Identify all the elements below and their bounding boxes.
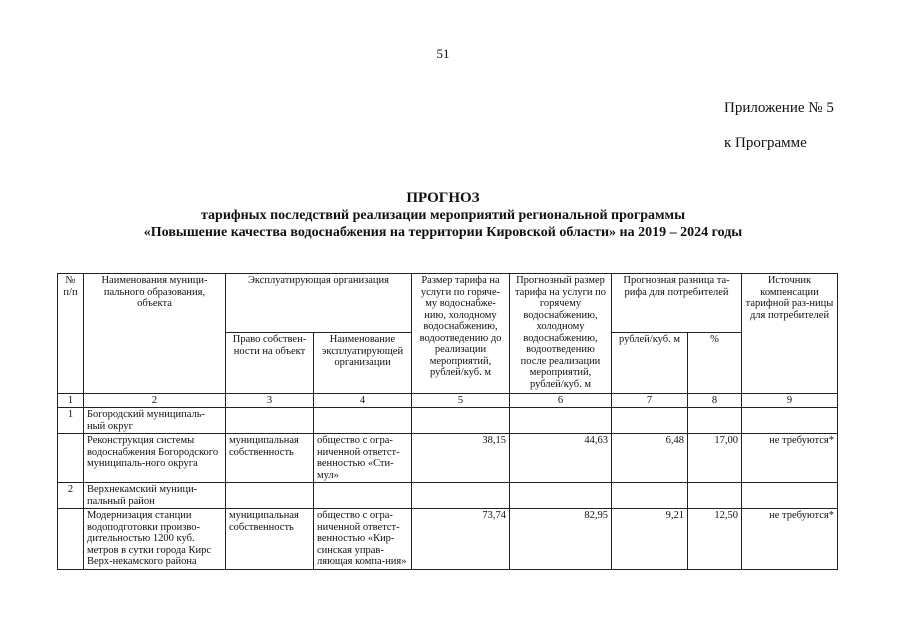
header-tariff-after: Прогнозный размер тарифа на услуги по горячему водоснабжению, холодному водоснабжению, водоотведению после реализации мероприятий, рублей/куб. м <box>510 274 612 394</box>
header-diff: Прогнозная разница та-рифа для потребителей <box>612 274 742 333</box>
row-diff-rub: 9,21 <box>612 509 688 570</box>
row-num: 2 <box>58 483 84 509</box>
appendix-sublabel: к Программе <box>724 135 807 151</box>
document-title <box>0 190 886 241</box>
row-org: общество с огра-ниченной ответст-венностью «Сти-мул» <box>314 434 412 483</box>
header-org: Эксплуатирующая организация <box>226 274 412 333</box>
header-num: № п/п <box>58 274 84 394</box>
row-source: не требуются* <box>742 434 838 483</box>
row-before: 73,74 <box>412 509 510 570</box>
table-row <box>58 509 838 570</box>
header-source: Источник компенсации тарифной раз-ницы для потребителей <box>742 274 838 394</box>
index-cell: 4 <box>314 394 412 408</box>
row-org: общество с огра-ниченной ответст-венностью «Кир-синская управ-ляющая компа-ния» <box>314 509 412 570</box>
index-cell: 3 <box>226 394 314 408</box>
row-name: Модернизация станции водоподготовки произво-дительностью 1200 куб. метров в сутки города Кирс Верх-некамского района <box>84 509 226 570</box>
row-name: Реконструкция системы водоснабжения Богородского муниципаль-ного округа <box>84 434 226 483</box>
index-cell: 7 <box>612 394 688 408</box>
header-diff-pct: % <box>688 333 742 394</box>
header-tariff-before: Размер тарифа на услуги по горяче-му водоснабже-нию, холодному водоснабжению, водоотведению до реализации мероприятий, рублей/куб. м <box>412 274 510 394</box>
row-after: 44,63 <box>510 434 612 483</box>
column-index-row <box>58 394 838 408</box>
row-right: муниципальная собственность <box>226 434 314 483</box>
header-org-right: Право собствен-ности на объект <box>226 333 314 394</box>
index-cell: 5 <box>412 394 510 408</box>
table-row <box>58 483 838 509</box>
title-heading: ПРОГНОЗ <box>406 190 480 206</box>
tariff-forecast-table <box>57 273 838 570</box>
title-line-2: «Повышение качества водоснабжения на территории Кировской области» на 2019 – 2024 годы <box>143 225 743 240</box>
row-right: муниципальная собственность <box>226 509 314 570</box>
index-cell: 2 <box>84 394 226 408</box>
row-before: 38,15 <box>412 434 510 483</box>
row-diff-rub: 6,48 <box>612 434 688 483</box>
row-diff-pct: 17,00 <box>688 434 742 483</box>
header-org-name: Наименование эксплуатирующей организации <box>314 333 412 394</box>
index-cell: 8 <box>688 394 742 408</box>
index-cell: 1 <box>58 394 84 408</box>
appendix-label: Приложение № 5 <box>724 100 834 116</box>
page-number: 51 <box>436 46 450 61</box>
row-name: Богородский муниципаль-ный округ <box>84 408 226 434</box>
header-diff-rub: рублей/куб. м <box>612 333 688 394</box>
header-name: Наименования муници-пального образования, объекта <box>84 274 226 394</box>
table-row <box>58 408 838 434</box>
header-row-1 <box>58 274 838 333</box>
index-cell: 9 <box>742 394 838 408</box>
row-diff-pct: 12,50 <box>688 509 742 570</box>
row-after: 82,95 <box>510 509 612 570</box>
row-name: Верхнекамский муници-пальный район <box>84 483 226 509</box>
table-row <box>58 434 838 483</box>
title-line-1: тарифных последствий реализации мероприятий региональной программы <box>200 208 686 223</box>
index-cell: 6 <box>510 394 612 408</box>
row-source: не требуются* <box>742 509 838 570</box>
row-num: 1 <box>58 408 84 434</box>
